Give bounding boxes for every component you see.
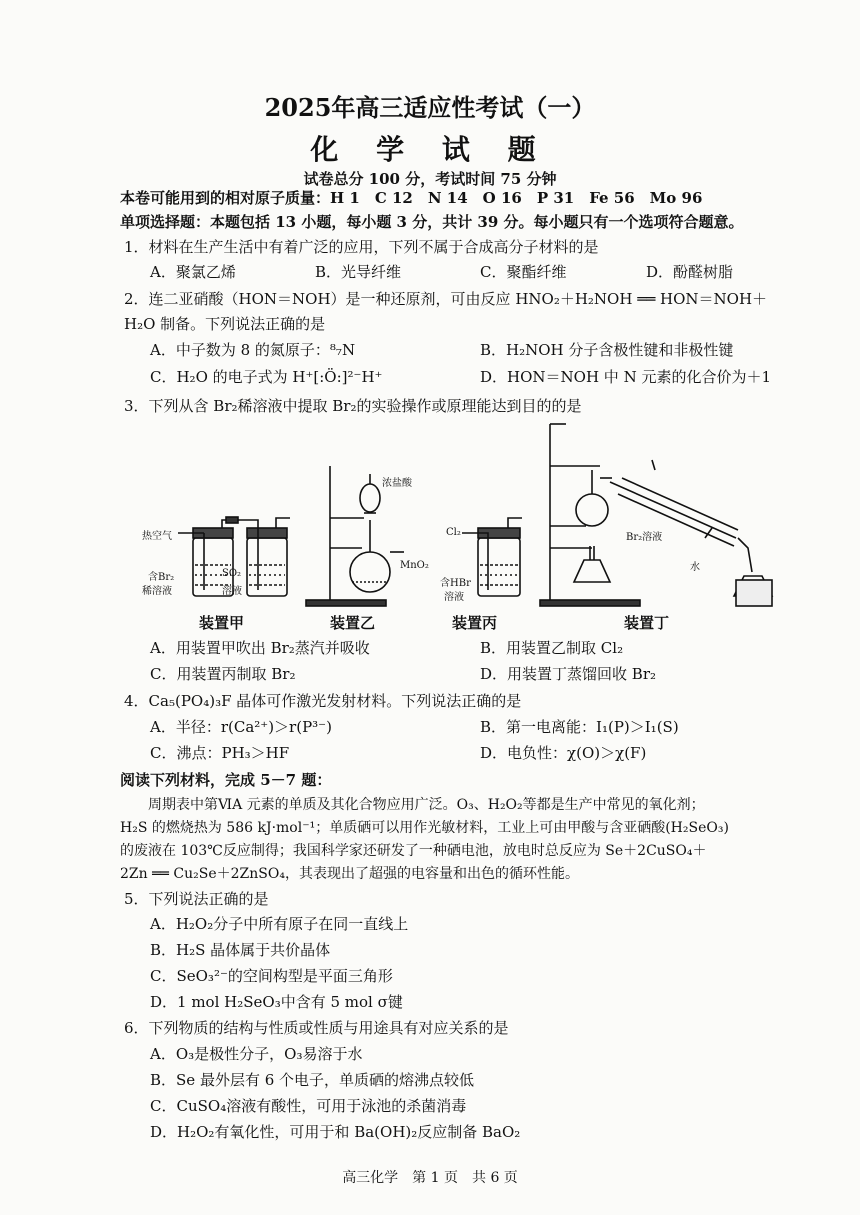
- q5-option-d: D．1 mol H₂SeO₃中含有 5 mol σ键: [150, 993, 403, 1011]
- subject-title: 化 学 试 题: [310, 133, 550, 166]
- q3-option-b: B．用装置乙制取 Cl₂: [480, 639, 624, 657]
- apparatus-bing: [462, 518, 522, 596]
- q6-stem: 6．下列物质的结构与性质或性质与用途具有对应关系的是: [124, 1019, 509, 1037]
- q6-option-d: D．H₂O₂有氧化性，可用于和 Ba(OH)₂反应制备 BaO₂: [150, 1123, 521, 1141]
- passage-line-1: 周期表中第ⅥA 元素的单质及其化合物应用广泛。O₃、H₂O₂等都是生产中常见的氧化剂；: [148, 797, 705, 813]
- exam-title: 2025年高三适应性考试（一）: [264, 93, 596, 122]
- passage-line-3: 的废液在 103℃反应制得；我国科学家还研发了一种硒电池，放电时总反应为 Se＋2CuSO₄＋: [120, 843, 707, 859]
- caption-ding: 装置丁: [624, 614, 670, 632]
- q4-option-a: A．半径：r(Ca²⁺)＞r(P³⁻): [150, 718, 332, 736]
- q3-stem: 3．下列从含 Br₂稀溶液中提取 Br₂的实验操作或原理能达到目的的是: [124, 397, 582, 415]
- q1-option-b: B．光导纤维: [315, 263, 402, 281]
- q5-option-b: B．H₂S 晶体属于共价晶体: [150, 941, 331, 959]
- label-hbr-1: 含HBr: [440, 578, 471, 589]
- page-footer: 高三化学 第 1 页 共 6 页: [342, 1170, 518, 1186]
- q5-option-a: A．H₂O₂分子中所有原子在同一直线上: [150, 915, 409, 933]
- q1-option-c: C．聚酯纤维: [480, 263, 567, 281]
- label-br2-dilute-1: 含Br₂: [148, 572, 175, 583]
- label-cl2: Cl₂: [446, 527, 461, 538]
- caption-jia: 装置甲: [199, 614, 245, 632]
- q1-option-d: D．酚醛树脂: [646, 263, 734, 281]
- apparatus-ding: [540, 424, 772, 606]
- q1-option-a: A．聚氯乙烯: [150, 263, 236, 281]
- label-br2-dilute-2: 稀溶液: [142, 586, 172, 597]
- q2-option-c: C．H₂O 的电子式为 H⁺[:Ö:]²⁻H⁺: [150, 368, 383, 386]
- q2-option-b: B．H₂NOH 分子含极性键和非极性键: [480, 341, 734, 359]
- q2-option-d: D．HON＝NOH 中 N 元素的化合价为＋1: [480, 368, 772, 386]
- q4-option-c: C．沸点：PH₃＞HF: [150, 744, 290, 762]
- exam-info: 试卷总分 100 分，考试时间 75 分钟: [303, 170, 557, 188]
- q4-stem: 4．Ca₅(PO₄)₃F 晶体可作激光发射材料。下列说法正确的是: [124, 692, 522, 710]
- q2-option-a: A．中子数为 8 的氮原子：⁸₇N: [150, 341, 356, 359]
- passage-line-2: H₂S 的燃烧热为 586 kJ·mol⁻¹；单质硒可以用作光敏材料，工业上可由甲酸与含亚硒酸(H₂SeO₃): [120, 820, 729, 836]
- section-intro: 单项选择题：本题包括 13 小题，每小题 3 分，共计 39 分。每小题只有一个选项符合题意。: [120, 213, 744, 231]
- label-water: 水: [690, 562, 700, 573]
- label-so2-1: SO₂: [222, 568, 242, 579]
- label-conc-hcl: 浓盐酸: [382, 478, 412, 489]
- q4-option-b: B．第一电离能：I₁(P)＞I₁(S): [480, 718, 679, 736]
- q3-option-c: C．用装置丙制取 Br₂: [150, 665, 296, 683]
- label-mno2: MnO₂: [400, 560, 429, 571]
- label-hbr-2: 溶液: [444, 592, 464, 603]
- reading-intro: 阅读下列材料，完成 5－7 题：: [120, 771, 332, 789]
- label-br2-sol: Br₂溶液: [626, 532, 663, 543]
- q6-option-c: C．CuSO₄溶液有酸性，可用于泳池的杀菌消毒: [150, 1097, 467, 1115]
- passage-line-4: 2Zn ══ Cu₂Se＋2ZnSO₄，其表现出了超强的电容量和出色的循环性能。: [120, 866, 579, 882]
- q1-stem: 1．材料在生产生活中有着广泛的应用，下列不属于合成高分子材料的是: [124, 238, 599, 256]
- q6-option-a: A．O₃是极性分子，O₃易溶于水: [150, 1045, 363, 1063]
- q2-stem-line2: H₂O 制备。下列说法正确的是: [124, 315, 326, 333]
- atomic-masses: 本卷可能用到的相对原子质量：H 1 C 12 N 14 O 16 P 31 Fe 56 Mo 96: [120, 189, 703, 207]
- label-hot-air: 热空气: [142, 531, 172, 542]
- q6-option-b: B．Se 最外层有 6 个电子，单质硒的熔沸点较低: [150, 1071, 475, 1089]
- q4-option-d: D．电负性：χ(O)＞χ(F): [480, 744, 647, 762]
- caption-bing: 装置丙: [452, 614, 498, 632]
- q5-stem: 5．下列说法正确的是: [124, 890, 269, 908]
- q5-option-c: C．SeO₃²⁻的空间构型是平面三角形: [150, 967, 393, 985]
- label-so2-2: 溶液: [222, 586, 242, 597]
- q3-option-a: A．用装置甲吹出 Br₂蒸汽并吸收: [150, 639, 370, 657]
- q3-option-d: D．用装置丁蒸馏回收 Br₂: [480, 665, 657, 683]
- caption-yi: 装置乙: [330, 614, 376, 632]
- q2-stem-line1: 2．连二亚硝酸（HON＝NOH）是一种还原剂，可由反应 HNO₂＋H₂NOH ══ HON＝NOH＋: [124, 290, 768, 308]
